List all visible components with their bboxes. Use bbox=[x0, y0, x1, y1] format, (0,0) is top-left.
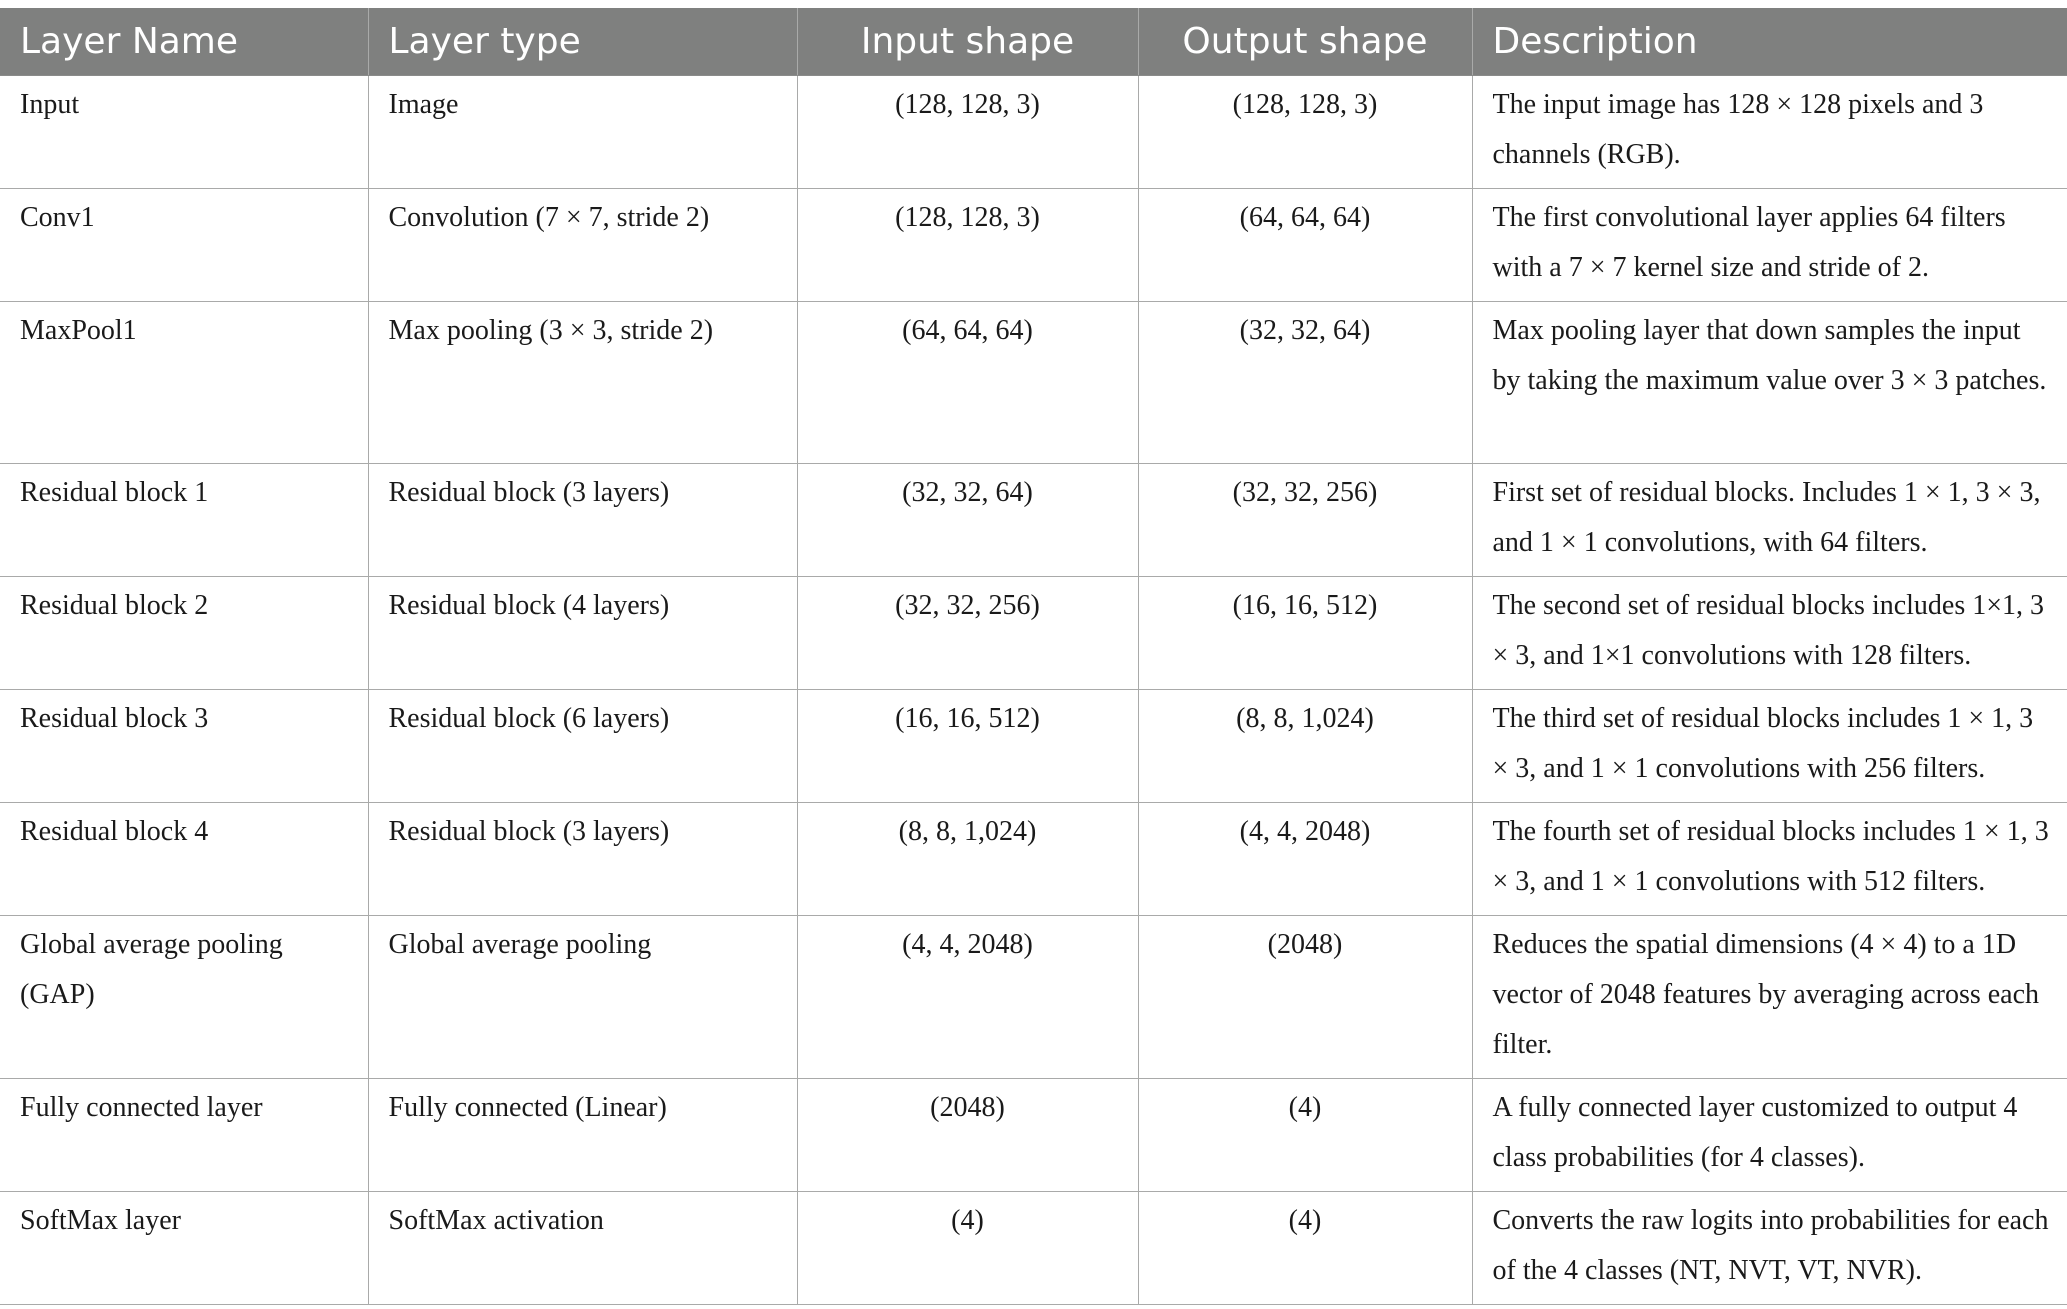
header-layer-type: Layer type bbox=[368, 8, 797, 76]
cell-input-shape: (128, 128, 3) bbox=[797, 76, 1138, 189]
cell-output-shape: (16, 16, 512) bbox=[1138, 577, 1472, 690]
cell-output-shape: (2048) bbox=[1138, 916, 1472, 1079]
cell-input-shape: (32, 32, 256) bbox=[797, 577, 1138, 690]
table-row bbox=[0, 803, 2067, 916]
cell-layer-type: Residual block (3 layers) bbox=[368, 803, 797, 916]
header-row bbox=[0, 8, 2067, 76]
cell-layer-type: Image bbox=[368, 76, 797, 189]
cell-output-shape: (4) bbox=[1138, 1192, 1472, 1305]
header-description: Description bbox=[1472, 8, 2067, 76]
cell-output-shape: (4) bbox=[1138, 1079, 1472, 1192]
cell-description: Converts the raw logits into probabilities for each of the 4 classes (NT, NVT, VT, NVR). bbox=[1472, 1192, 2067, 1305]
table-row bbox=[0, 690, 2067, 803]
cell-description: The fourth set of residual blocks includes 1 × 1, 3 × 3, and 1 × 1 convolutions with 512 filters. bbox=[1472, 803, 2067, 916]
table-row bbox=[0, 1192, 2067, 1305]
cell-description: The third set of residual blocks includes 1 × 1, 3 × 3, and 1 × 1 convolutions with 256 filters. bbox=[1472, 690, 2067, 803]
cell-layer-name: Residual block 3 bbox=[0, 690, 368, 803]
cell-input-shape: (64, 64, 64) bbox=[797, 302, 1138, 464]
cell-input-shape: (32, 32, 64) bbox=[797, 464, 1138, 577]
cell-description: First set of residual blocks. Includes 1 × 1, 3 × 3, and 1 × 1 convolutions, with 64 filters. bbox=[1472, 464, 2067, 577]
table-row bbox=[0, 1079, 2067, 1192]
cell-output-shape: (64, 64, 64) bbox=[1138, 189, 1472, 302]
layer-table bbox=[0, 8, 2067, 1305]
table-row bbox=[0, 577, 2067, 690]
table-row bbox=[0, 189, 2067, 302]
cell-input-shape: (4) bbox=[797, 1192, 1138, 1305]
cell-layer-name: SoftMax layer bbox=[0, 1192, 368, 1305]
cell-layer-name: Input bbox=[0, 76, 368, 189]
cell-input-shape: (4, 4, 2048) bbox=[797, 916, 1138, 1079]
cell-input-shape: (16, 16, 512) bbox=[797, 690, 1138, 803]
cell-description: A fully connected layer customized to output 4 class probabilities (for 4 classes). bbox=[1472, 1079, 2067, 1192]
cell-output-shape: (8, 8, 1,024) bbox=[1138, 690, 1472, 803]
cell-layer-type: Residual block (6 layers) bbox=[368, 690, 797, 803]
cell-layer-name: Global average pooling (GAP) bbox=[0, 916, 368, 1079]
cell-output-shape: (128, 128, 3) bbox=[1138, 76, 1472, 189]
cell-layer-type: Fully connected (Linear) bbox=[368, 1079, 797, 1192]
cell-output-shape: (32, 32, 64) bbox=[1138, 302, 1472, 464]
cell-input-shape: (2048) bbox=[797, 1079, 1138, 1192]
cell-layer-type: Max pooling (3 × 3, stride 2) bbox=[368, 302, 797, 464]
header-layer-name: Layer Name bbox=[0, 8, 368, 76]
layer-table-container bbox=[0, 8, 2067, 1305]
cell-description: The first convolutional layer applies 64 filters with a 7 × 7 kernel size and stride of 2. bbox=[1472, 189, 2067, 302]
cell-output-shape: (32, 32, 256) bbox=[1138, 464, 1472, 577]
cell-layer-name: MaxPool1 bbox=[0, 302, 368, 464]
cell-description: Max pooling layer that down samples the input by taking the maximum value over 3 × 3 patches. bbox=[1472, 302, 2067, 464]
cell-layer-type: Residual block (4 layers) bbox=[368, 577, 797, 690]
table-header bbox=[0, 8, 2067, 76]
cell-input-shape: (8, 8, 1,024) bbox=[797, 803, 1138, 916]
cell-layer-type: Convolution (7 × 7, stride 2) bbox=[368, 189, 797, 302]
table-row bbox=[0, 464, 2067, 577]
cell-description: The second set of residual blocks includes 1×1, 3 × 3, and 1×1 convolutions with 128 filters. bbox=[1472, 577, 2067, 690]
table-body bbox=[0, 76, 2067, 1305]
cell-description: The input image has 128 × 128 pixels and 3 channels (RGB). bbox=[1472, 76, 2067, 189]
cell-layer-type: Residual block (3 layers) bbox=[368, 464, 797, 577]
cell-input-shape: (128, 128, 3) bbox=[797, 189, 1138, 302]
cell-layer-name: Residual block 4 bbox=[0, 803, 368, 916]
cell-layer-name: Residual block 2 bbox=[0, 577, 368, 690]
cell-layer-name: Fully connected layer bbox=[0, 1079, 368, 1192]
table-row bbox=[0, 76, 2067, 189]
cell-layer-name: Residual block 1 bbox=[0, 464, 368, 577]
cell-output-shape: (4, 4, 2048) bbox=[1138, 803, 1472, 916]
cell-layer-type: SoftMax activation bbox=[368, 1192, 797, 1305]
cell-description: Reduces the spatial dimensions (4 × 4) to a 1D vector of 2048 features by averaging across each filter. bbox=[1472, 916, 2067, 1079]
cell-layer-name: Conv1 bbox=[0, 189, 368, 302]
table-row bbox=[0, 302, 2067, 464]
table-row bbox=[0, 916, 2067, 1079]
header-input-shape: Input shape bbox=[797, 8, 1138, 76]
cell-layer-type: Global average pooling bbox=[368, 916, 797, 1079]
header-output-shape: Output shape bbox=[1138, 8, 1472, 76]
